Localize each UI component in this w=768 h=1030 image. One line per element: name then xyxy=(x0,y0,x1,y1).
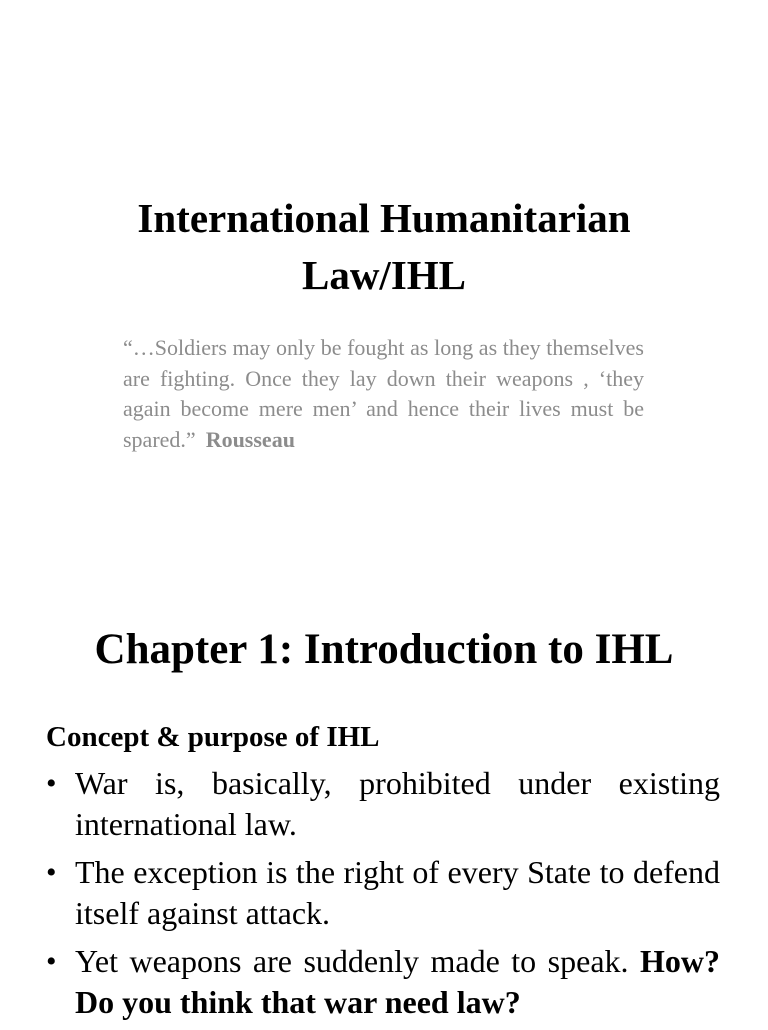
bullet-item xyxy=(46,852,720,934)
content-slide xyxy=(0,540,768,1024)
chapter-title: Chapter 1: Introduction to IHL xyxy=(94,626,674,673)
quote-author: Rousseau xyxy=(205,426,295,452)
section-heading: Concept & purpose of IHL xyxy=(46,721,380,753)
bullet-text: The exception is the right of every State to defend itself against attack. xyxy=(75,854,720,931)
bullet-item xyxy=(46,941,720,1023)
bullet-dot-icon: • xyxy=(46,767,57,800)
bullet-text: War is, basically, prohibited under existing international law. xyxy=(75,765,720,842)
slide-title xyxy=(60,190,708,304)
quote-text: “…Soldiers may only be fought as long as they themselves are fighting. Once they lay down their weapons , ‘they again become mere men’ and hence their lives must be spared.” xyxy=(123,335,644,452)
bullet-bold-question: How? Do you think that war need law? xyxy=(75,943,721,1020)
bullet-list xyxy=(46,763,720,1030)
slide-title-line-2: Law/IHL xyxy=(301,252,467,298)
bullet-dot-icon: • xyxy=(46,945,57,978)
slide-title-line-1: International Humanitarian xyxy=(137,195,631,241)
epigraph-quote xyxy=(123,333,644,455)
bullet-item xyxy=(46,763,720,845)
bullet-text: Yet weapons are suddenly made to speak. xyxy=(75,943,629,979)
bullet-dot-icon: • xyxy=(46,856,57,889)
